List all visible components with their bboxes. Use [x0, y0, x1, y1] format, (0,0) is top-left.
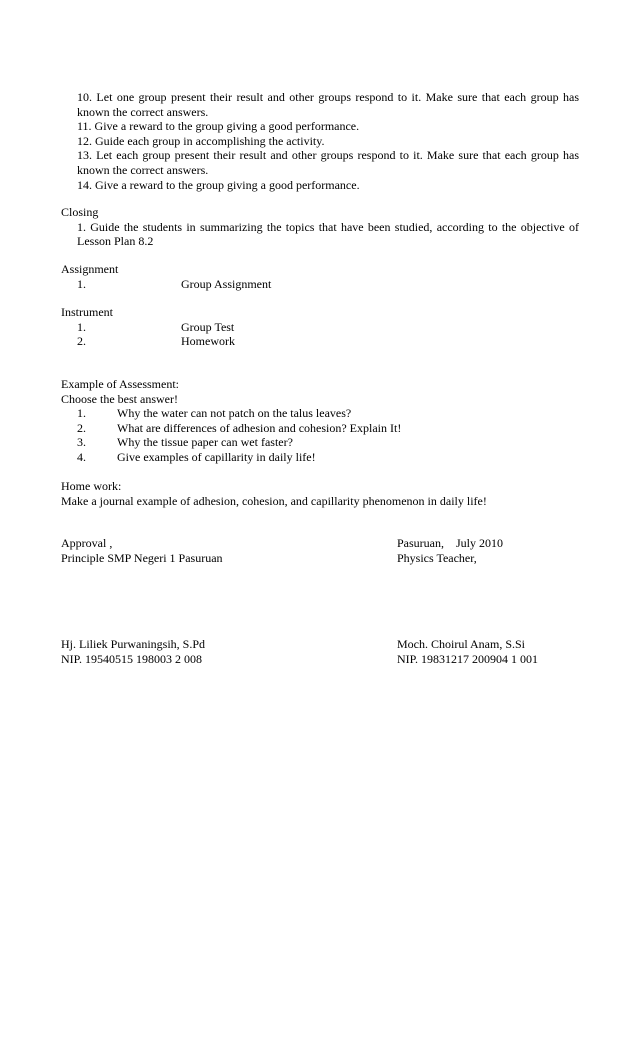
item-text: What are differences of adhesion and cohesion? Explain It! — [117, 420, 402, 435]
assessment-instruction: Choose the best answer! — [61, 391, 178, 406]
teacher-signature — [397, 637, 637, 666]
instrument-item — [61, 320, 579, 335]
item-number: 1. — [77, 276, 86, 291]
principal-signature — [61, 637, 301, 666]
instrument-section — [61, 305, 579, 349]
closing-item: 1. Guide the students in summarizing the topics that have been studied, according to the objective of Lesson Plan 8.2 — [77, 219, 579, 249]
activity-item: 11. Give a reward to the group giving a good performance. — [77, 119, 360, 134]
activity-item: 10. Let one group present their result and other groups respond to it. Make sure that each group has known the correct answers. — [77, 90, 579, 119]
question-item — [61, 421, 579, 436]
question-item — [61, 406, 579, 421]
closing-heading: Closing — [61, 205, 99, 219]
activity-item: 12. Guide each group in accomplishing the activity. — [77, 133, 325, 148]
item-number: 2. — [77, 420, 86, 435]
item-text: Give examples of capillarity in daily life! — [117, 449, 316, 464]
instrument-heading: Instrument — [61, 305, 113, 319]
item-text: Why the water can not patch on the talus leaves? — [117, 406, 352, 421]
item-text: Why the tissue paper can wet faster? — [117, 435, 293, 450]
assignment-heading: Assignment — [61, 262, 119, 276]
teacher-name: Moch. Choirul Anam, S.Si — [397, 637, 526, 651]
approval-label: Approval , — [61, 536, 113, 550]
assignment-item — [61, 277, 579, 292]
item-number: 1. — [77, 319, 86, 334]
item-number: 4. — [77, 449, 86, 464]
teacher-nip: NIP. 19831217 200904 1 001 — [397, 651, 539, 666]
homework-text: Make a journal example of adhesion, cohesion, and capillarity phenomenon in daily life! — [61, 493, 487, 508]
approval-block — [61, 536, 301, 565]
question-item — [61, 450, 579, 465]
activity-item: 14. Give a reward to the group giving a good performance. — [77, 177, 360, 192]
place-date: Pasuruan, July 2010 — [397, 536, 503, 550]
principal-title: Principle SMP Negeri 1 Pasuruan — [61, 550, 223, 565]
item-text: Homework — [181, 334, 235, 349]
item-number: 2. — [77, 334, 86, 349]
item-number: 3. — [77, 435, 86, 450]
principal-name: Hj. Liliek Purwaningsih, S.Pd — [61, 637, 206, 651]
closing-section — [61, 205, 579, 249]
activity-list — [61, 90, 579, 192]
principal-nip: NIP. 19540515 198003 2 008 — [61, 651, 203, 666]
homework-section — [61, 479, 579, 508]
teacher-title: Physics Teacher, — [397, 550, 477, 565]
assessment-section — [61, 377, 579, 465]
assignment-section — [61, 262, 579, 291]
question-item — [61, 435, 579, 450]
item-text: Group Assignment — [181, 276, 272, 291]
activity-item: 13. Let each group present their result and other groups respond to it. Make sure that each group has known the correct answers. — [77, 148, 579, 177]
instrument-item — [61, 334, 579, 349]
item-text: Group Test — [181, 319, 235, 334]
item-number: 1. — [77, 406, 86, 421]
assessment-heading: Example of Assessment: — [61, 377, 179, 391]
teacher-block — [397, 536, 637, 565]
homework-heading: Home work: — [61, 479, 122, 493]
